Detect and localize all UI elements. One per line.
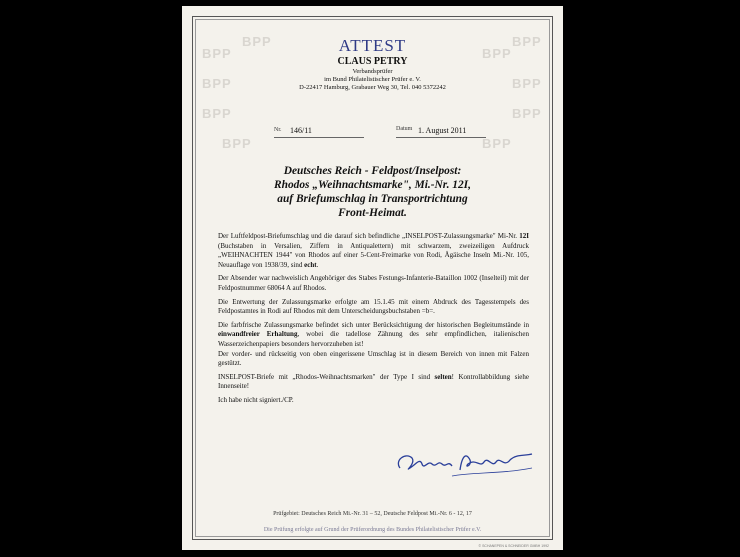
text: , wobei die tadellose Zähnung des sehr empfindlichen, italienischen Wasserzeichenpapiers besonders hervorzuheben ist! [218, 330, 529, 348]
examiner-association: im Bund Philatelistischer Prüfer e. V. [324, 76, 421, 83]
examiner-role: Verbandsprüfer [352, 68, 393, 75]
heading-line: Deutsches Reich - Feldpost/Inselpost: [283, 165, 462, 177]
paragraph-authenticity [218, 232, 529, 270]
text: . [316, 260, 319, 269]
printer-imprint: © SCHANEPEN & SCHNEIDER GMBH 1992 [478, 544, 549, 548]
text: ! Kontrollabbildung siehe Innenseite! [218, 372, 530, 391]
catalog-number: 12I [519, 232, 529, 240]
text: (Buchstaben in Versalien, Ziffern in Antiqualettern) mit schwarzem, zweizeiligen Aufdruck „WEIHNACHTEN 1944" von Rhodos auf einer 5-Cent-Freimarke von Rodi, Ägäische Inseln Mi.-Nr. 105, Neuauflage von 1938/39, sind [218, 241, 529, 269]
heading-line: auf Briefumschlag in Transportrichtung [277, 193, 468, 205]
exam-rules-note: Die Prüfung erfolgte auf Grund der Prüferordnung des Bundes Philatelistischer Prüfer e.V. [263, 527, 482, 533]
paragraph-sender: Der Absender war nachweislich Angehöriger des Stabes Festungs-Infanterie-Bataillon 1002 (Inselteil) mit der Feldpostnummer 68064 A auf Rhodos. [218, 274, 529, 292]
text: Die farbfrische Zulassungsmarke befindet sich unter Berücksichtigung der historischen Begleitumstände in [218, 320, 529, 329]
watermark-mark: BPP [202, 76, 232, 91]
heading-line: Front-Heimat. [338, 207, 407, 219]
text: INSELPOST-Briefe mit „Rhodos-Weihnachtsmarken" der Type I sind [218, 372, 435, 381]
rarity: selten [434, 372, 452, 381]
condition-grade: einwandfreier Erhaltung [218, 330, 298, 339]
watermark-mark: BPP [242, 34, 272, 49]
paragraph-signature-note: Ich habe nicht signiert./CP. [218, 395, 294, 404]
date-rule [396, 137, 486, 138]
watermark-mark: BPP [202, 46, 232, 61]
certificate-title: ATTEST [338, 36, 407, 55]
watermark-mark: BPP [482, 46, 512, 61]
watermark-mark: BPP [202, 106, 232, 121]
nr-label: Nr. [274, 127, 282, 133]
nr-value: 146/11 [290, 126, 312, 135]
watermark-mark: BPP [222, 136, 252, 151]
watermark-mark: BPP [512, 76, 542, 91]
examiner-name: CLAUS PETRY [337, 56, 408, 67]
watermark-mark: BPP [512, 106, 542, 121]
text: Der Luftfeldpost-Briefumschlag und die darauf sich befindliche „INSELPOST-Zulassungsmarke" Mi-Nr. [218, 232, 520, 240]
handwritten-signature [392, 446, 542, 482]
date-value: 1. August 2011 [418, 126, 467, 135]
date-label: Datum [396, 126, 413, 132]
paragraph-envelope: Der vorder- und rückseitig von oben eingerissene Umschlag ist in diesem Bereich von innen mit Falzen gestützt. [218, 349, 529, 368]
nr-rule [274, 137, 364, 138]
heading-line: Rhodos „Weihnachtsmarke", Mi.-Nr. 12I, [274, 179, 471, 191]
certificate-body [218, 232, 529, 410]
subject-heading [212, 164, 533, 220]
paragraph-cancellation: Die Entwertung der Zulassungsmarke erfolgte am 15.1.45 mit einem Abdruck des Tagesstempels des Feldpostamtes in Rodi auf Rhodos mit dem Unterscheidungsbuchstaben =b=. [218, 297, 529, 316]
watermark-mark: BPP [512, 34, 542, 49]
exam-scope: Prüfgebiet: Deutsches Reich Mi.-Nr. 31 – 52, Deutsche Feldpost Mi.-Nr. 6 - 12, 17 [273, 511, 472, 517]
verdict: echt [304, 260, 317, 269]
examiner-address: D-22417 Hamburg, Grabauer Weg 30, Tel. 040 5372242 [299, 84, 446, 91]
certificate-page [182, 6, 563, 550]
watermark-mark: BPP [482, 136, 512, 151]
paragraph-condition [218, 321, 529, 350]
paragraph-rarity [218, 373, 529, 392]
